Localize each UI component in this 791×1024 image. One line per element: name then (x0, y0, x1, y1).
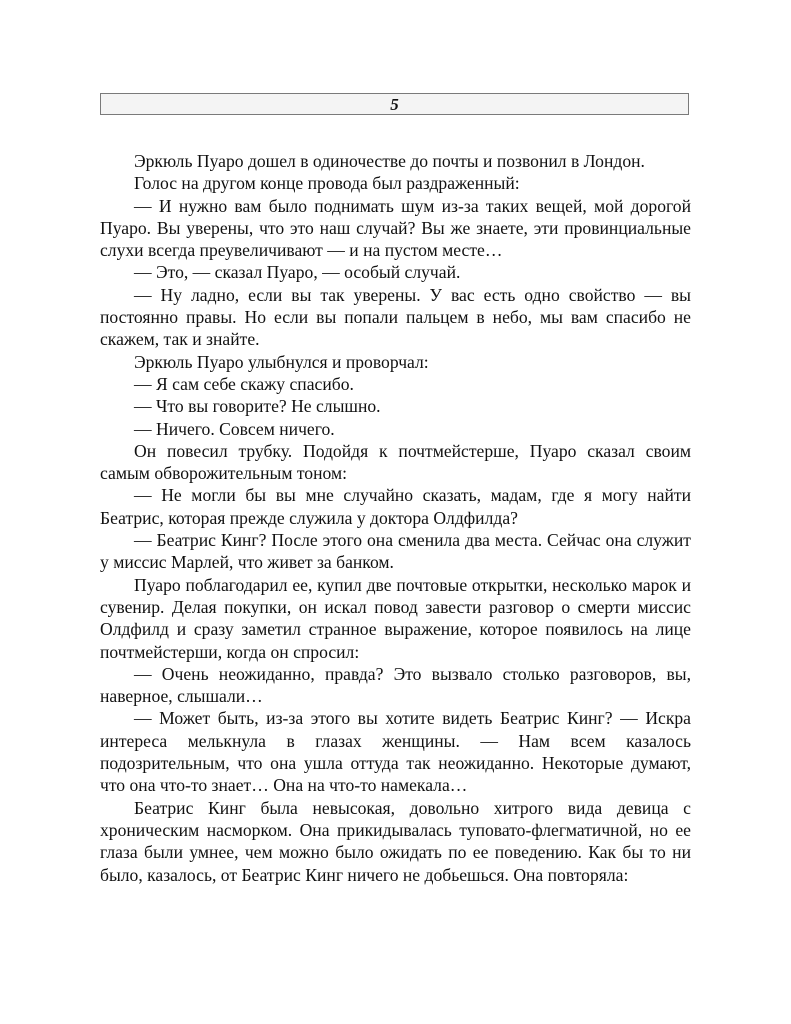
paragraph: — И нужно вам было поднимать шум из-за таких вещей, мой дорогой Пуаро. Вы уверены, что это наш случай? Вы же знаете, эти провинциальные слухи всегда преувеличивают — и на пустом месте… (100, 195, 691, 261)
paragraph: Пуаро поблагодарил ее, купил две почтовые открытки, несколько марок и сувенир. Делая покупки, он искал повод завести разговор о смерти миссис Олдфилд и сразу заметил странное выражение, которое появилось на лице почтмейстерши, когда он спросил: (100, 574, 691, 662)
paragraph: — Что вы говорите? Не слышно. (134, 396, 381, 417)
paragraph: — Не могли бы вы мне случайно сказать, мадам, где я могу найти Беатрис, которая прежде служила у доктора Олдфилда? (100, 485, 691, 528)
paragraph: Он повесил трубку. Подойдя к почтмейстерше, Пуаро сказал своим самым обворожительным тоном: (100, 440, 691, 484)
chapter-header (100, 93, 689, 115)
chapter-number: 5 (390, 94, 399, 114)
paragraph: — Беатрис Кинг? После этого она сменила два места. Сейчас она служит у миссис Марлей, что живет за банком. (100, 530, 691, 573)
paragraph: Эркюль Пуаро дошел в одиночестве до почты и позвонил в Лондон. (134, 151, 645, 171)
paragraph: — Ничего. Совсем ничего. (134, 418, 335, 439)
paragraph: — Это, — сказал Пуаро, — особый случай. (134, 262, 461, 283)
paragraph: Голос на другом конце провода был раздраженный: (134, 173, 520, 194)
paragraph: — Я сам себе скажу спасибо. (134, 373, 354, 394)
body-text (100, 150, 691, 886)
paragraph: — Может быть, из-за этого вы хотите видеть Беатрис Кинг? — Искра интереса мелькнула в глазах женщины. — Нам всем казалось подозрительным, что она ушла оттуда так неожиданно. Некоторые думают, что она что-то знает… Она на что-то намекала… (100, 708, 691, 796)
paragraph: Эркюль Пуаро улыбнулся и проворчал: (134, 351, 429, 372)
paragraph: — Очень неожиданно, правда? Это вызвало столько разговоров, вы, наверное, слышали… (100, 663, 691, 707)
paragraph: Беатрис Кинг была невысокая, довольно хитрого вида девица с хроническим насморком. Она прикидывалась туповато-флегматичной, но ее глаза были умнее, чем можно было ожидать по ее поведению. Как бы то ни было, казалось, от Беатрис Кинг ничего не добьешься. Она повторяла: (100, 797, 691, 885)
paragraph: — Ну ладно, если вы так уверены. У вас есть одно свойство — вы постоянно правы. Но если вы попали пальцем в небо, мы вам спасибо не скажем, так и знайте. (100, 284, 691, 350)
